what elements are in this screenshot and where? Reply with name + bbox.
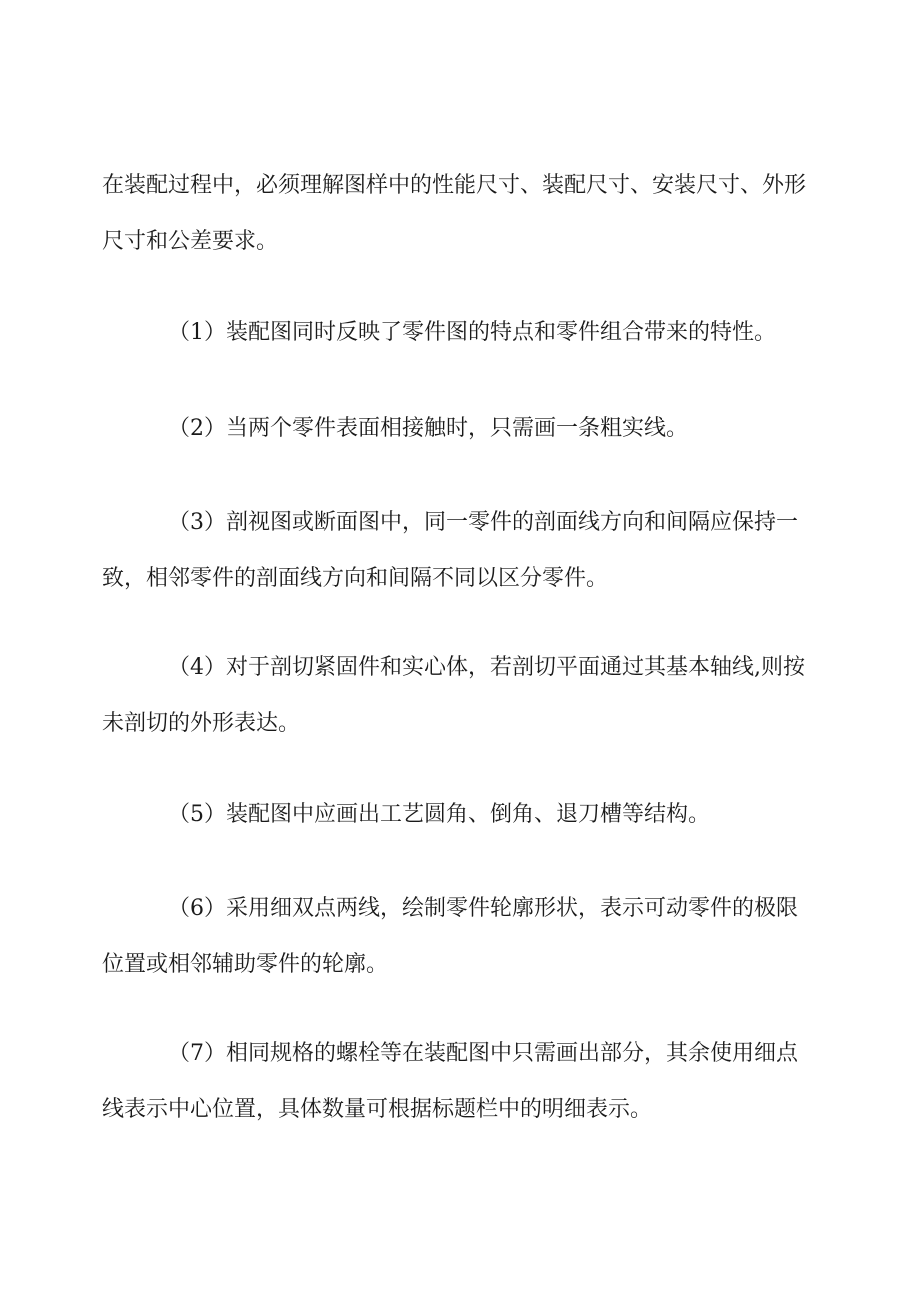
rule-item-5: （5）装配图中应画出工艺圆角、倒角、退刀槽等结构。	[168, 802, 710, 827]
intro-paragraph: 在装配过程中，必须理解图样中的性能尺寸、装配尺寸、安装尺寸、外形尺寸和公差要求。	[102, 173, 807, 254]
rule-item-7: （7）相同规格的螺栓等在装配图中只需画出部分，其余使用细点线表示中心位置，具体数量可根据标题栏中的明细表示。	[102, 1041, 798, 1122]
rule-item-2: （2）当两个零件表面相接触时，只需画一条粗实线。	[168, 416, 688, 441]
rule-item-1: （1）装配图同时反映了零件图的特点和零件组合带来的特性。	[168, 320, 776, 345]
rule-item-4: （4）对于剖切紧固件和实心体，若剖切平面通过其基本轴线,则按未剖切的外形表达。	[102, 655, 805, 736]
rule-item-6: （6）采用细双点两线，绘制零件轮廓形状，表示可动零件的极限位置或相邻辅助零件的轮廓。	[102, 896, 798, 977]
rule-item-3: （3）剖视图或断面图中，同一零件的剖面线方向和间隔应保持一致，相邻零件的剖面线方向和间隔不同以区分零件。	[102, 510, 798, 591]
